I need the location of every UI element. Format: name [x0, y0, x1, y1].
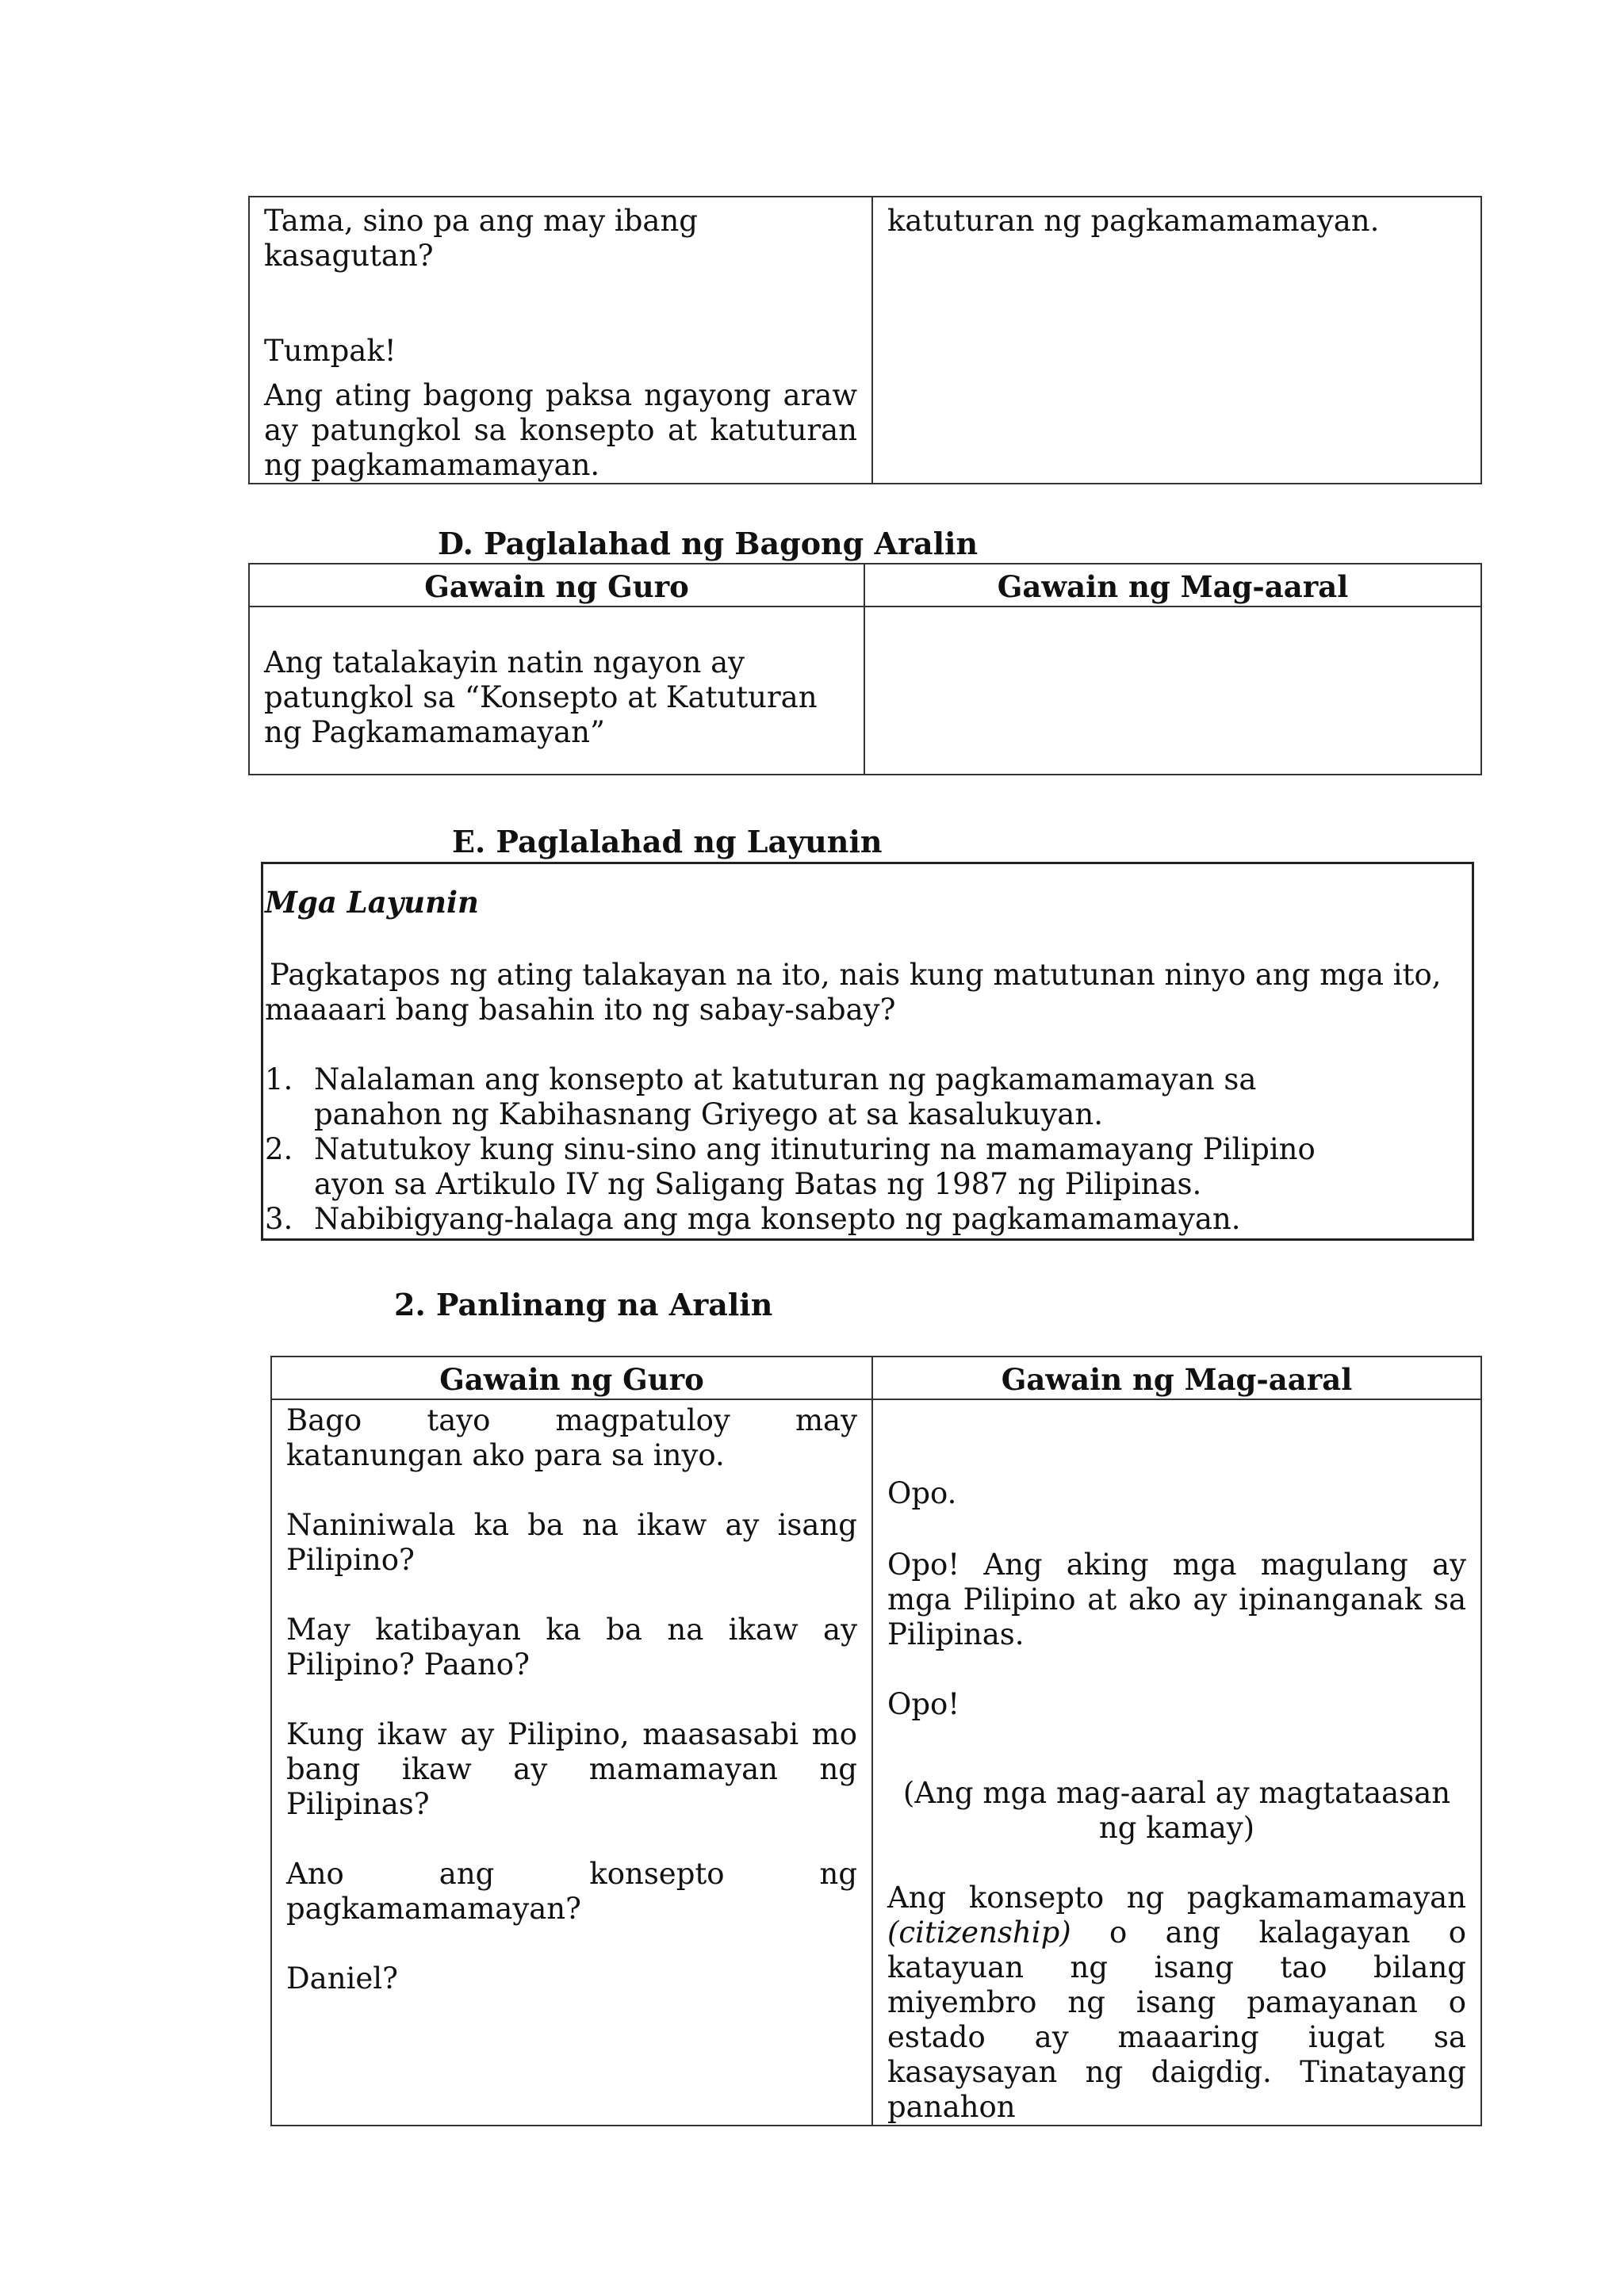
column-header-student: Gawain ng Mag-aaral	[872, 1357, 1481, 1399]
teacher-text: Ang tatalakayin natin ngayon ay patungkol sa “Konsepto at Katuturan ng Pagkamamamayan”	[264, 645, 818, 749]
objectives-title: Mga Layunin	[265, 885, 479, 920]
student-answer: (Ang mga mag-aaral ay magtataasan ng kamay)	[902, 1776, 1451, 1845]
column-header-teacher: Gawain ng Guro	[249, 564, 864, 607]
section-heading: D. Paglalahad ng Bagong Aralin	[438, 526, 979, 561]
student-answer: Opo.	[887, 1476, 957, 1510]
teacher-question: Kung ikaw ay Pilipino, maasasabi mo bang ikaw ay mamamayan ng Pilipinas?	[286, 1717, 857, 1821]
column-header-teacher: Gawain ng Guro	[271, 1357, 872, 1399]
teacher-cell	[249, 607, 864, 775]
teacher-question: Bago tayo magpatuloy may katanungan ako para sa inyo.	[286, 1403, 857, 1472]
objectives-intro: Pagkatapos ng ating talakayan na ito, nais kung matutunan ninyo ang mga ito, maaaari bang basahin ito ng sabay-sabay?	[265, 958, 1442, 1027]
objective-text: Nalalaman ang konsepto at katuturan ng pagkamamamayan sa panahon ng Kabihasnang Griyego at sa kasalukuyan.	[314, 1062, 1257, 1131]
student-cell	[864, 607, 1481, 775]
answer-emphasis: (citizenship)	[887, 1915, 1071, 1950]
student-answer: Opo!	[887, 1687, 960, 1721]
teacher-cell	[249, 197, 872, 484]
student-answer: Opo! Ang aking mga magulang ay mga Pilipino at ako ay ipinanganak sa Pilipinas.	[887, 1548, 1466, 1651]
objectives-list	[265, 1062, 1454, 1237]
teacher-line: Ang ating bagong paksa ngayong araw ay patungkol sa konsepto at katuturan ng pagkamamamayan.	[264, 378, 857, 482]
continuation-table	[248, 196, 1482, 484]
section-d-table	[248, 563, 1482, 775]
objective-text: Natutukoy kung sinu-sino ang itinuturing na mamamayang Pilipino ayon sa Artikulo IV ng Saligang Batas ng 1987 ng Pilipinas.	[314, 1132, 1316, 1201]
answer-text: Ang konsepto ng pagkamamamayan	[887, 1881, 1466, 1915]
objective-item	[265, 1062, 1454, 1132]
objective-number: 2.	[265, 1132, 293, 1166]
student-line: katuturan ng pagkamamamayan.	[887, 204, 1380, 238]
section-2-table	[270, 1356, 1482, 2126]
teacher-question: Daniel?	[286, 1961, 398, 1996]
student-answer	[887, 1881, 1466, 2125]
teacher-line: Tumpak!	[264, 334, 396, 368]
objective-item	[265, 1202, 1454, 1237]
objective-number: 1.	[265, 1062, 293, 1096]
teacher-question: Ano ang konsepto ng pagkamamamayan?	[286, 1857, 857, 1926]
student-cell	[872, 197, 1481, 484]
teacher-question: May katibayan ka ba na ikaw ay Pilipino? Paano?	[286, 1613, 857, 1682]
section-heading: E. Paglalahad ng Layunin	[452, 824, 883, 859]
objective-item	[265, 1132, 1454, 1202]
objective-number: 3.	[265, 1202, 293, 1236]
teacher-question: Naniniwala ka ba na ikaw ay isang Pilipino?	[286, 1508, 857, 1577]
teacher-line: Tama, sino pa ang may ibang kasagutan?	[264, 204, 698, 273]
section-heading: 2. Panlinang na Aralin	[394, 1287, 773, 1322]
student-cell	[872, 1399, 1481, 2126]
objectives-box	[261, 862, 1474, 1241]
objective-text: Nabibigyang-halaga ang mga konsepto ng pagkamamamayan.	[314, 1202, 1241, 1236]
answer-text: o ang kalagayan o katayuan ng isang tao bilang miyembro ng isang pamayanan o estado ay maaaring iugat sa kasaysayan ng daigdig. Tinatayang panahon	[887, 1915, 1466, 2124]
column-header-student: Gawain ng Mag-aaral	[864, 564, 1481, 607]
teacher-cell	[271, 1399, 872, 2126]
